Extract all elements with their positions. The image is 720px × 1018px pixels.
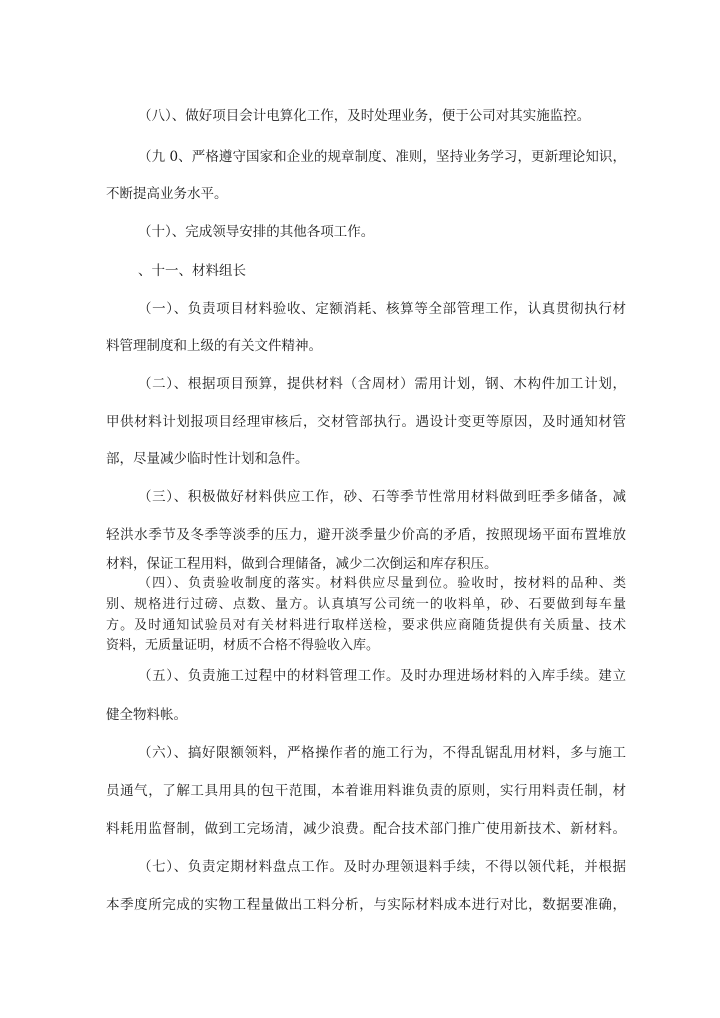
text-line: （六）、搞好限额领料，严格操作者的施工行为，不得乱锯乱用材料，多与施工 (138, 745, 626, 761)
text-line: 本季度所完成的实物工程量做出工料分析，与实际材料成本进行对比，数据要准确， (106, 897, 626, 913)
text-line: 轻洪水季节及冬季等淡季的压力，避开淡季量少价高的矛盾，按照现场平面布置堆放 (106, 527, 626, 543)
text-line: 资料，无质量证明，材质不合格不得验收入库。 (106, 638, 380, 653)
text-line: 健全物料帐。 (106, 707, 187, 723)
text-line: 甲供材料计划报项目经理审核后，交材管部执行。遇设计变更等原因，及时通知材管 (106, 414, 626, 430)
text-line: 方。及时通知试验员对有关材料进行取样送检，要求供应商随货提供有关质量、技术 (106, 618, 626, 633)
text-line: （五）、负责施工过程中的材料管理工作。及时办理进场材料的入库手续。建立 (138, 668, 626, 684)
text-line: 料耗用监督制，做到工完场清，减少浪费。配合技术部门推广使用新技术、新材料。 (106, 821, 626, 837)
text-line: 员通气，了解工具用具的包干范围，本着谁用料谁负责的原则，实行用料责任制，材 (106, 783, 626, 799)
text-line: （九 0、严格遵守国家和企业的规章制度、准则，坚持业务学习，更新理论知识， (138, 149, 626, 165)
text-line: （二）、根据项目预算，提供材料（含周材）需用计划，钢、木构件加工计划， (138, 376, 626, 392)
text-line: 别、规格进行过磅、点数、量方。认真填写公司统一的收料单，砂、石要做到每车量 (106, 597, 626, 612)
text-line: 部，尽量减少临时性计划和急件。 (106, 451, 309, 467)
text-line: （一）、负责项目材料验收、定额消耗、核算等全部管理工作，认真贯彻执行材 (138, 301, 626, 317)
text-line: 不断提高业务水平。 (106, 186, 228, 202)
text-line: 材料，保证工程用料，做到合理储备，减少二次倒运和库存积压。 (106, 556, 498, 572)
text-line: （八）、做好项目会计电算化工作，及时处理业务，便于公司对其实施监控。 (138, 108, 591, 124)
text-line: （四）、负责验收制度的落实。材料供应尽量到位。验收时，按材料的品种、类 (138, 576, 626, 591)
section-heading: 、十一、材料组长 (138, 263, 246, 279)
text-line: （十）、完成领导安排的其他各项工作。 (138, 224, 375, 240)
text-line: 料管理制度和上级的有关文件精神。 (106, 338, 322, 354)
text-line: （七）、负责定期材料盘点工作。及时办理领退料手续，不得以领代耗，并根据 (138, 859, 626, 875)
text-line: （三）、积极做好材料供应工作，砂、石等季节性常用材料做到旺季多储备，减 (138, 489, 626, 505)
